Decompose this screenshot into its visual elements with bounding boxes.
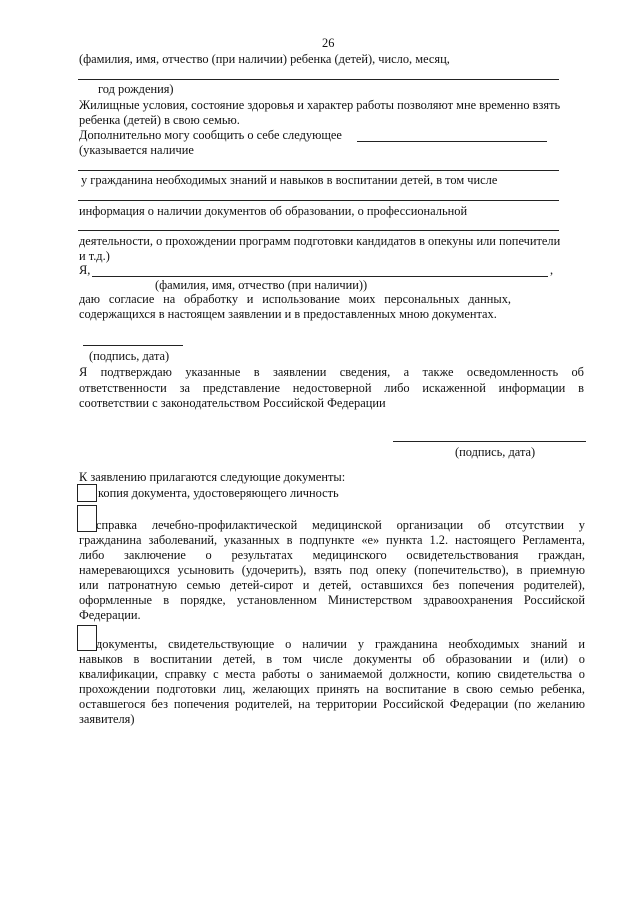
item2-line4: намеревающихся усыновить (удочерить), взять под опеку (попечительство), в приемную	[79, 563, 585, 577]
additional-info-line-2[interactable]	[78, 170, 559, 171]
consent-text-line1: даю согласие на обработку и использование моих персональных данных,	[79, 292, 511, 306]
item2-line6: оформленные в порядке, установленном Министерством здравоохранения Российской	[79, 593, 585, 607]
item3-line3: квалификации, справку с места работы о занимаемой должности, копию свидетельства о	[79, 667, 585, 681]
additional-hint-2: у гражданина необходимых знаний и навыков в воспитании детей, в том числе	[81, 173, 498, 187]
confirm-text-line1: Я подтверждаю указанные в заявлении сведения, а также осведомленность об	[79, 365, 584, 379]
item1-checkbox[interactable]	[77, 484, 97, 502]
item1-text: копия документа, удостоверяющего личность	[98, 486, 339, 500]
additional-info-field[interactable]	[357, 141, 547, 142]
housing-text-line2: ребенка (детей) в свою семью.	[79, 113, 240, 127]
attachments-heading: К заявлению прилагаются следующие документы:	[79, 470, 346, 484]
confirm-signature-label: (подпись, дата)	[455, 445, 536, 459]
additional-hint-5: и т.д.)	[79, 249, 110, 263]
child-name-label: (фамилия, имя, отчество (при наличии) ребенка (детей), число, месяц,	[79, 52, 450, 66]
confirm-text-line2: ответственности за представление недостоверной либо искаженной информации в	[79, 381, 584, 395]
additional-hint-3: информация о наличии документов об образовании, о профессиональной	[79, 204, 468, 218]
housing-text-line1: Жилищные условия, состояние здоровья и характер работы позволяют мне временно взять	[79, 98, 561, 112]
birth-date-label: год рождения)	[98, 82, 174, 96]
consent-comma: ,	[550, 263, 554, 277]
consent-signature-field[interactable]	[83, 345, 183, 346]
item2-line2: гражданина заболеваний, указанных в подпункте «е» пункта 1.2. настоящего Регламента,	[79, 533, 585, 547]
page-number: 26	[322, 36, 335, 50]
item2-line7: Федерации.	[79, 608, 141, 622]
consent-text-line2: содержащихся в настоящем заявлении и в предоставленных мною документах.	[79, 307, 497, 321]
item2-line5: или патронатную семью детей-сирот и детей, оставшихся без попечения родителей),	[79, 578, 585, 592]
additional-info-line-4[interactable]	[78, 230, 559, 231]
additional-hint-1: (указывается наличие	[79, 143, 194, 157]
applicant-name-hint: (фамилия, имя, отчество (при наличии))	[155, 278, 368, 292]
item3-checkbox[interactable]	[77, 625, 97, 651]
item2-line1: справка лечебно-профилактической медицинской организации об отсутствии у	[96, 518, 585, 532]
item3-line4: прохождении подготовки лиц, желающих принять на воспитание в свою семью ребенка,	[79, 682, 585, 696]
consent-signature-label: (подпись, дата)	[89, 349, 170, 363]
item3-line5: оставшегося без попечения родителей, на территории Российской Федерации (по желанию	[79, 697, 585, 711]
item2-checkbox[interactable]	[77, 505, 97, 532]
item2-line3: либо заключение о результатах медицинского освидетельствования граждан,	[79, 548, 585, 562]
item3-line6: заявителя)	[79, 712, 135, 726]
confirm-text-line3: соответствии с законодательством Российской Федерации	[79, 396, 386, 410]
additional-info-line-3[interactable]	[78, 200, 559, 201]
child-info-field[interactable]	[78, 79, 559, 80]
additional-hint-4: деятельности, о прохождении программ подготовки кандидатов в опекуны или попечители	[79, 234, 561, 248]
confirm-signature-field[interactable]	[393, 441, 586, 442]
additional-info-label: Дополнительно могу сообщить о себе следующее	[79, 128, 342, 142]
item3-line1: документы, свидетельствующие о наличии у гражданина необходимых знаний и	[96, 637, 585, 651]
item3-line2: навыков в воспитании детей, в том числе документы об образовании и (или) о	[79, 652, 585, 666]
applicant-name-field[interactable]	[92, 276, 548, 277]
consent-ya: Я,	[79, 263, 91, 277]
